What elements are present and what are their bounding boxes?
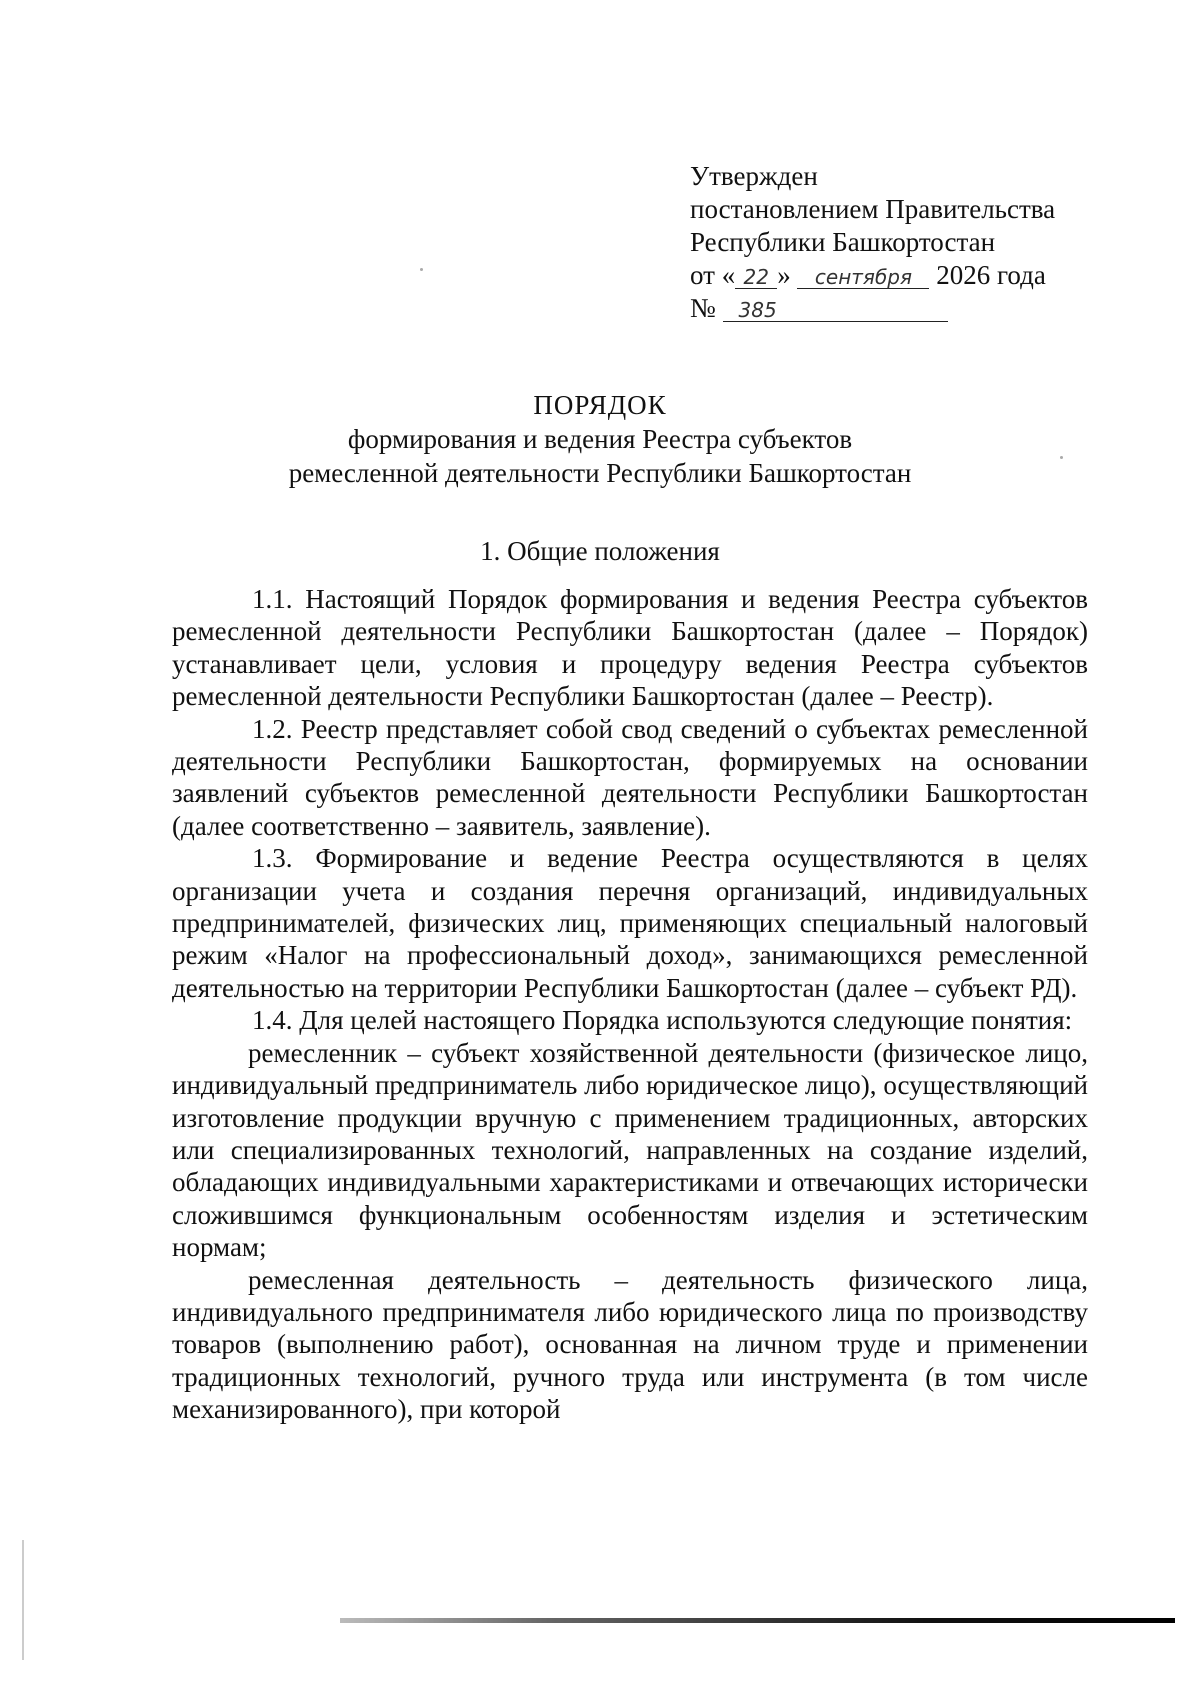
number-prefix: №: [690, 293, 716, 323]
approval-date-line: [690, 259, 1130, 292]
scan-speck: [1060, 456, 1063, 459]
approval-number-line: [690, 292, 1130, 325]
section-heading: 1. Общие положения: [480, 536, 720, 566]
approval-line-approved: Утвержден: [690, 161, 818, 191]
scan-speck: [420, 268, 423, 271]
definition-craft-activity: ремесленная деятельность – деятельность физического лица, индивидуального предпринимателя либо юридического лица по производству товаров (выполнению работ), основанная на личном труде и применении традиционных технологий, ручного труда или инструмента (в том числе механизированного), при которой: [172, 1264, 1088, 1425]
date-prefix: от «: [690, 260, 736, 290]
paragraph-1-4: 1.4. Для целей настоящего Порядка используются следующие понятия:: [252, 1005, 1073, 1036]
paragraph-1-1: 1.1. Настоящий Порядок формирования и ведения Реестра субъектов ремесленной деятельности Республики Башкортостан (далее – Порядок) устанавливает цели, условия и процедуру ведения Реестра субъектов ремесленной деятельности Республики Башкортостан (далее – Реестр).: [172, 584, 1088, 712]
scan-edge-line: [340, 1618, 1175, 1623]
paragraph-1-3: 1.3. Формирование и ведение Реестра осуществляются в целях организации учета и создания перечня организаций, индивидуальных предпринимателей, физических лиц, применяющих специальный налоговый режим «Налог на профессиональный доход», занимающихся ремесленной деятельностью на территории Республики Башкортостан (далее – субъект РД).: [172, 843, 1088, 1003]
approval-line-resolution: постановлением Правительства: [690, 194, 1056, 224]
document-number: 385: [723, 299, 948, 322]
title-main: ПОРЯДОК: [533, 390, 667, 420]
date-day: 22: [735, 266, 777, 289]
title-subtitle-1: формирования и ведения Реестра субъектов: [347, 424, 853, 454]
approval-stamp: [690, 160, 1130, 325]
title-subtitle-2: ремесленной деятельности Республики Башкортостан: [288, 458, 912, 488]
document-body: [172, 583, 1088, 1426]
approval-line-republic: Республики Башкортостан: [690, 227, 996, 257]
date-year: 2026 года: [936, 260, 1046, 290]
scan-edge-mark: [22, 1540, 24, 1660]
definition-craftsman: ремесленник – субъект хозяйственной деятельности (физическое лицо, индивидуальный предприниматель либо юридическое лицо), осуществляющий изготовление продукции вручную с применением традиционных, авторских или специализированных технологий, направленных на создание изделий, обладающих индивидуальными характеристиками и отвечающих исторически сложившимся функциональным особенностям изделия и эстетическим нормам;: [172, 1037, 1088, 1263]
paragraph-1-2: 1.2. Реестр представляет собой свод сведений о субъектах ремесленной деятельности Республики Башкортостан, формируемых на основании заявлений субъектов ремесленной деятельности Республики Башкортостан (далее соответственно – заявитель, заявление).: [172, 713, 1088, 841]
document-title: [150, 388, 1050, 490]
date-mid: »: [777, 260, 791, 290]
date-month: сентября: [797, 266, 929, 289]
